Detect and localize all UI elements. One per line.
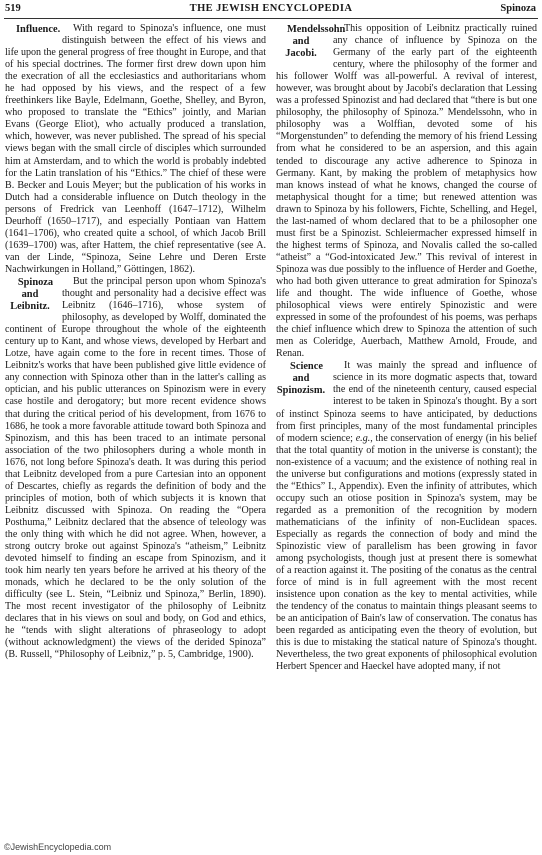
page-header — [0, 0, 542, 17]
side-heading-science-and-spinozism: Science and Spinozism. — [276, 361, 326, 397]
page-number: 519 — [5, 3, 21, 14]
right-column — [276, 23, 537, 838]
paragraph-text-italic: e.g. — [355, 432, 371, 444]
paragraph-science — [276, 360, 537, 673]
header-rule — [4, 18, 538, 19]
site-credit: ©JewishEncyclopedia.com — [4, 842, 112, 852]
left-column — [5, 23, 266, 838]
paragraph-text: This opposition of Leibnitz practically ruined any chance of influence by Spinoza on the Germany of the early part of the eighteenth century, where the philosophy of the former and his follower Wolff was all-powerful. A revival of interest, however, was brought about by Jacobi's declaration that Lessing was a professed Spinozist and had declared that “there is but one philosophy, the philosophy of Spinoza.” Mendelssohn, who in philosophy was a Wolffian, devoted some of his “Morgenstunden” to defending the memory of his friend Lessing from what he considered to be an aspersion, and this again tended to discourage any active adherence to Spinoza in Germany. Kant, by making the problem of metaphysics how man knows instead of what he knows, changed the course of metaphysical thought for a time; but renewed attention was drawn to Spinoza by his followers, Fichte, Schelling, and Hegel, the last-named of whom declared that to be a philosopher one must first be a Spinozist. Schleiermacher expressed himself in the highest terms of Spinoza, and Novalis called the so-called “atheist” a “God-intoxicated Jew.” This revival of interest in Spinoza was due possibly to the influence of Herder and Goethe, who had both given utterance to great admiration for Spinoza's life and thought. The wide influence of Goethe, whose philosophical views were entirely Spinozistic and were expressed in some of the profoundest of his poems, was perhaps the chief influence which drew to Spinoza the attention of such men as Coleridge, Auerbach, Matthew Arnold, Froude, and Renan. — [276, 23, 537, 360]
paragraph-text: , the conservation of energy (in his belief that the total quantity of motion in the universe is constant); the non-existence of a vacuum; and the existence of nothing real in the universe but configurations and motions (expressly stated in the “Ethics” I., Appendix). Even the infinity of attributes, which occupy such an otiose position in Spinoza's system, may be regarded as a premonition of the recognition by modern mathematicians of the infinity of non-Euclidean spaces. Especially as regards the connection of body and mind the Spinozistic view of parallelism has been growing in favor among psychologists, though just at present there is somewhat of a reaction against it. The positing of the conatus as the central force of mind is in full agreement with the most recent insistence upon conation as the key to mental activities, while the tendency of the conatus to maintain things pleasant seems to be an anticipation of Bain's law of conservation. The conatus has been regarded as anticipating even the theory of evolution, but this is due to mistaking the statical nature of Spinoza's thought. Nevertheless, the two great exponents of philosophical evolution Herbert Spencer and Haeckel have adopted many, if not — [276, 432, 537, 673]
paragraph-influence — [5, 23, 266, 276]
paragraph-text: It was mainly the spread and influence of science in its more dogmatic aspects that, toward the end of the nineteenth century, caused especial interest to be taken in Spinoza's thought. By a sort of instinct Spinoza seems to have anticipated, by deductions from first principles, many of the most fundamental principles of modern science; — [276, 360, 537, 444]
side-heading-mendelssohn-and-jacobi: Mendelssohn and Jacobi. — [285, 24, 346, 60]
paragraph-text: But the principal person upon whom Spinoza's thought and personality had a decisive effect was Leibnitz (1646–1716), whose system of philosophy, as developed by Wolff, dominated the continent of Europe throughout the whole of the eighteenth century up to Kant, and whose views, developed by Herbart and Lotze, have again come to the fore in recent times. Those of Leibnitz's works that have been published give little evidence of any connection with Spinoza other than in the latter's calling as optician, and his public utterances on Spinozism were in every case hostile and derogatory; but more recent evidence shows that during the critical period of his development, from 1676 to 1686, he took a more favorable attitude toward both Spinoza and Spinozism, and this has been traced to an intimate personal association of the two philosophers during a whole month in 1676, not long before Spinoza's death. It was during this period that Leibnitz developed from a pure Cartesian into an opponent of Descartes, chiefly as regards the definition of body and the principles of motion, both of which subjects it is known that Leibnitz discussed with Spinoza. On reading the “Opera Posthuma,” Leibnitz declared that the absence of teleology was the only thing with which he did not agree. When, however, a strong outcry broke out against Spinoza's “atheism,” Leibnitz devoted himself to finding an escape from Spinozism, and it took him nearly ten years before he arrived at his theory of the monads, which he declared to be the only solution of the difficulty (see L. Stein, “Leibniz und Spinoza,” Berlin, 1890). The most recent investigator of the philosophy of Leibnitz declares that in his views on soul and body, on God and ethics, he “tends with slight alterations of phraseology to adopt (without acknowledgment) the views of the derided Spinoza” (B. Russell, “Philosophy of Leibniz,” p. 5, Cambridge, 1900). — [5, 275, 266, 661]
paragraph-leibnitz — [5, 276, 266, 662]
side-heading-influence: Influence. — [16, 24, 61, 35]
side-heading-spinoza-and-leibnitz: Spinoza and Leibnitz. — [10, 276, 54, 313]
headword: Spinoza — [500, 3, 536, 14]
running-title: THE JEWISH ENCYCLOPEDIA — [189, 3, 353, 14]
paragraph-text: With regard to Spinoza's influence, one must distinguish between the effect of his views and life upon the general progress of free thought in Europe, and that of his special doctrines. The former first drew down upon him the execration of all the ecclesiastics and authoritarians whom he had opposed by his views, and the respect of a few freethinkers like Bayle, Edelmann, Goethe, Shelley, and Byron, who proposed to translate the “Ethics” jointly, and Marian Evans (George Eliot), who actually produced a translation, which, however, was never published. The spread of his special views began with the small circle of disciples which surrounded him at Amsterdam, and to which the world is probably indebted for the Latin translation of his “Ethics.” The chief of these were B. Becker and Louis Meyer; but the publication of his works in Dutch had a considerable influence on Dutch theology in the persons of Fredrick van Leenhoff (1647–1712), Wilhelm Deurhoff (1650–1717), and especially Pontiaan van Hattem (1641–1706), who created quite a school, of which Jacob Brill (1639–1700) was, after Hattem, the chief representative (see A. van der Linde, “Spinoza, Seine Lehre und Deren Erste Nachwirkungen in Holland,” Göttingen, 1862). — [5, 23, 266, 275]
paragraph-mendelssohn — [276, 23, 537, 360]
